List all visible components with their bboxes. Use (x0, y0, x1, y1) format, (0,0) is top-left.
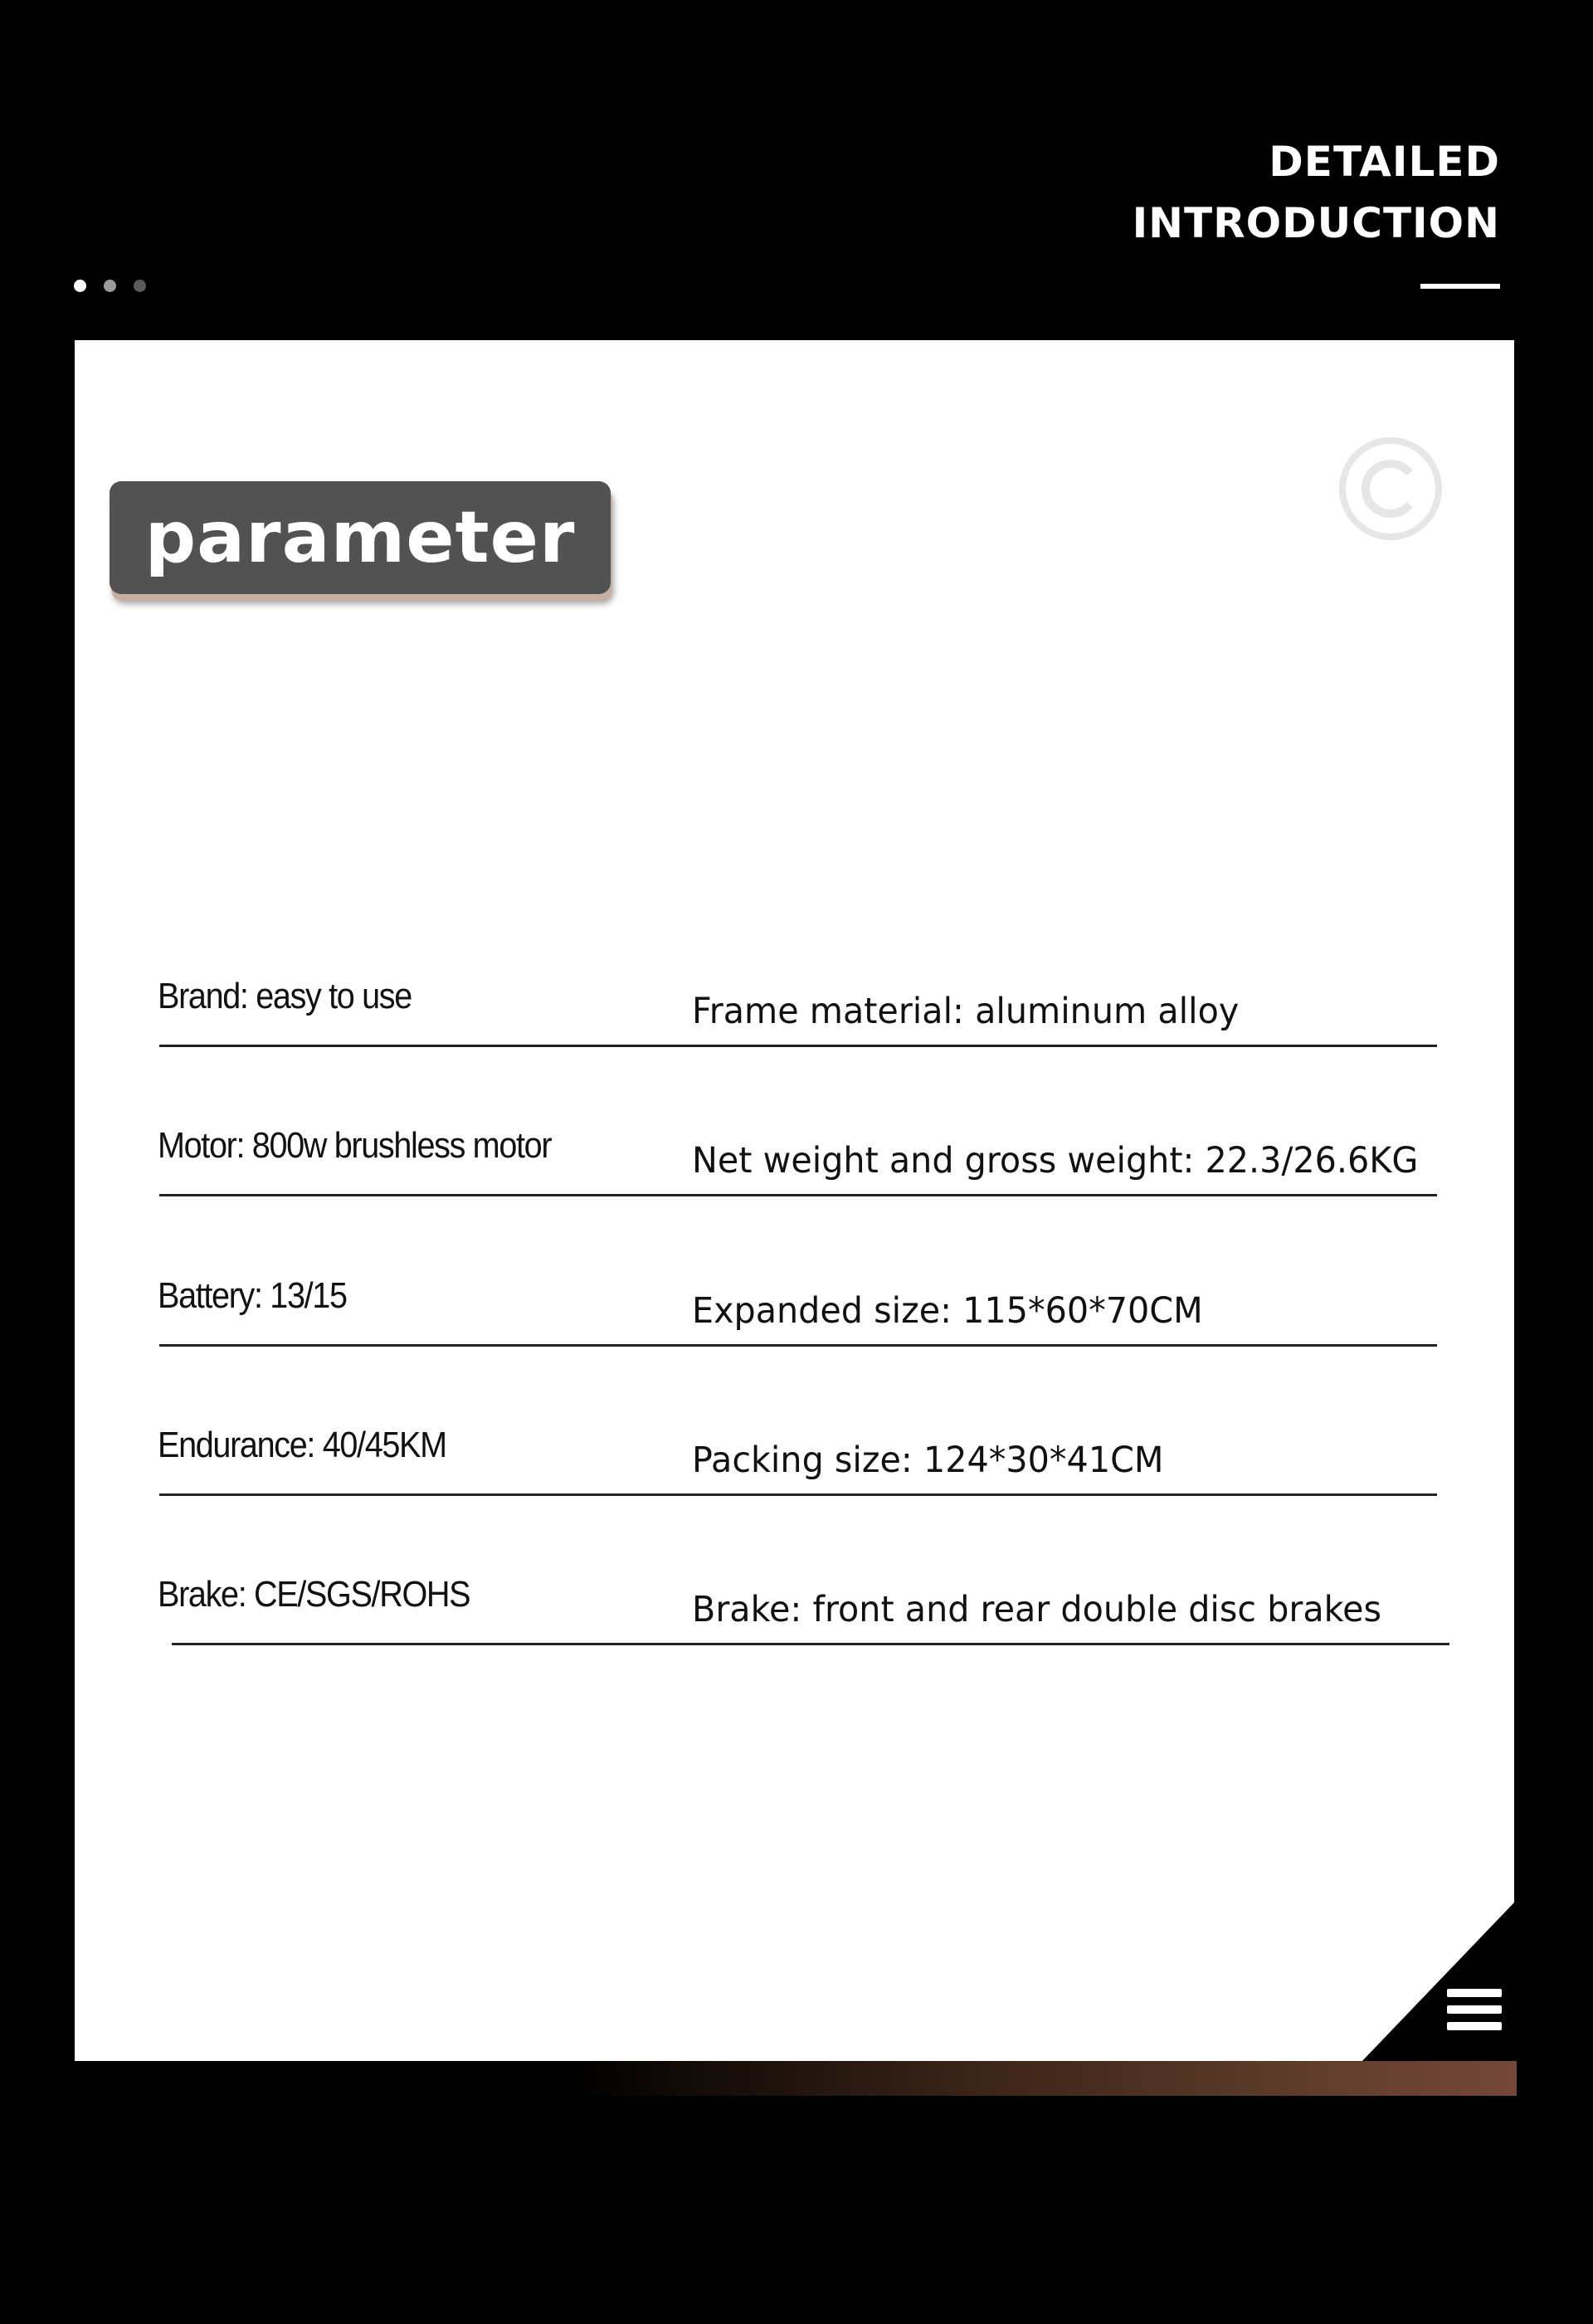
spec-right-5: Brake: front and rear double disc brakes (692, 1589, 1382, 1630)
spec-right-3: Expanded size: 115*60*70CM (692, 1290, 1203, 1332)
header-title-line-1: DETAILED (1269, 138, 1500, 186)
spec-right-1: Frame material: aluminum alloy (692, 991, 1240, 1032)
menu-icon[interactable] (1447, 1989, 1502, 2044)
spec-left-5: Brake: CE/SGS/ROHS (158, 1574, 470, 1615)
menu-icon-bar-3 (1447, 2022, 1502, 2030)
header-title-line-2: INTRODUCTION (1132, 199, 1500, 247)
header-title (1133, 131, 1500, 254)
spec-left-2: Motor: 800w brushless motor (158, 1125, 552, 1166)
pagination-dot-1[interactable] (74, 280, 86, 292)
spec-right-4: Packing size: 124*30*41CM (692, 1440, 1164, 1481)
parameter-card (75, 340, 1514, 2064)
pagination-dot-2[interactable] (104, 280, 116, 292)
spec-left-1: Brand: easy to use (158, 976, 412, 1016)
spec-left-3: Battery: 13/15 (158, 1275, 347, 1316)
bottom-accent-bar (75, 2061, 1517, 2096)
corner-triangle (75, 340, 1514, 2064)
spec-left-4: Endurance: 40/45KM (158, 1425, 446, 1465)
header-underline (1420, 284, 1500, 289)
menu-icon-bar-2 (1447, 2005, 1502, 2014)
parameter-badge-label: parameter (144, 496, 576, 579)
menu-icon-bar-1 (1447, 1989, 1502, 1997)
spec-right-2: Net weight and gross weight: 22.3/26.6KG (692, 1140, 1419, 1181)
pagination-dot-3[interactable] (134, 280, 146, 292)
